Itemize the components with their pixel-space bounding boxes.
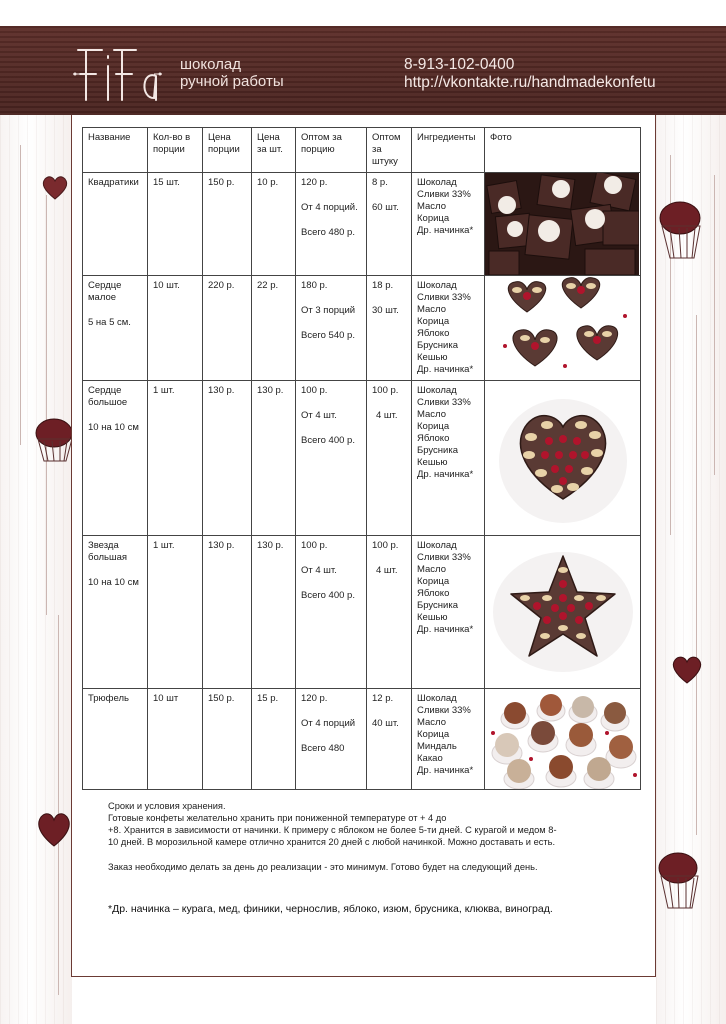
price-cell: 130 р. [203, 536, 252, 689]
qty-cell: 10 шт [148, 689, 203, 790]
sketch-line [46, 195, 47, 615]
ingredients-cell: Шоколад Сливки 33% Масло Корица Яблоко Брусника Кешью Др. начинка* [412, 536, 485, 689]
left-wood-background [0, 115, 72, 1024]
product-size: 10 на 10 см [88, 422, 139, 433]
wholesale-piece-min: 4 шт. [376, 410, 398, 421]
unit-price-cell: 10 р. [252, 173, 296, 276]
product-size: 5 на 5 см. [88, 317, 131, 328]
order-note: Заказ необходимо делать за день до реализации - это минимум. Готово будет на следующий день. [108, 862, 538, 872]
wholesale-piece-price: 18 р. [372, 280, 394, 291]
header-price: Цена порции [203, 128, 252, 173]
product-name: Трюфель [88, 693, 129, 704]
wholesale-piece-price: 100 р. [372, 540, 399, 551]
header-qty: Кол-во в порции [148, 128, 203, 173]
unit-price-cell: 130 р. [252, 536, 296, 689]
wholesale-total: Всего 400 р. [301, 435, 355, 446]
ingredients-cell: Шоколад Сливки 33% Масло Корица Миндаль Какао Др. начинка* [412, 689, 485, 790]
wholesale-total: Всего 540 р. [301, 330, 355, 341]
header-name: Название [83, 128, 148, 173]
product-name-cell [83, 689, 148, 790]
header-unit-price: Цена за шт. [252, 128, 296, 173]
price-table [82, 127, 641, 790]
unit-price-cell: 22 р. [252, 276, 296, 381]
fifa-logo-icon [72, 36, 162, 106]
product-name-cell [83, 276, 148, 381]
wholesale-piece-price: 12 р. [372, 693, 394, 704]
table-header-row [83, 128, 641, 173]
wholesale-piece-cell [367, 276, 412, 381]
notes-line-2: +8. Хранится в зависимости от начинки. К примеру с яблоком не более 5-ти дней. С курагой и медом 8- [108, 825, 557, 835]
product-name-cell [83, 381, 148, 536]
wholesale-piece-min: 40 шт. [372, 718, 399, 729]
wholesale-piece-price: 100 р. [372, 385, 399, 396]
wholesale-price: 100 р. [301, 540, 328, 551]
photo-cell [485, 276, 641, 381]
wholesale-piece-min: 60 шт. [372, 202, 399, 213]
website-link[interactable]: http://vkontakte.ru/handmadekonfetu [404, 74, 656, 91]
sketch-line [58, 615, 59, 995]
wholesale-total: Всего 400 р. [301, 590, 355, 601]
cupcake-sketch-icon [30, 415, 75, 465]
sketch-line [714, 175, 715, 475]
cupcake-sketch-icon [654, 196, 704, 262]
header-ingredients: Ингредиенты [412, 128, 485, 173]
ingredients-cell: Шоколад Сливки 33% Масло Корица Яблоко Брусника Кешью Др. начинка* [412, 381, 485, 536]
wholesale-piece-min: 4 шт. [376, 565, 398, 576]
heart-sketch-icon [669, 652, 705, 686]
qty-cell: 1 шт. [148, 536, 203, 689]
wholesale-total: Всего 480 р. [301, 227, 355, 238]
sketch-line [20, 145, 21, 445]
table-row [83, 173, 641, 276]
photo-cell [485, 536, 641, 689]
qty-cell: 1 шт. [148, 381, 203, 536]
heart-sketch-icon [34, 806, 74, 850]
price-cell: 150 р. [203, 173, 252, 276]
qty-cell: 10 шт. [148, 276, 203, 381]
product-name: Сердце малое [88, 280, 122, 303]
notes-line-1: Готовые конфеты желательно хранить при пониженной температуре от + 4 до [108, 813, 447, 823]
price-cell: 220 р. [203, 276, 252, 381]
wholesale-portion-cell [296, 381, 367, 536]
wholesale-min: От 3 порций [301, 305, 356, 316]
phone-number[interactable]: 8-913-102-0400 [404, 56, 515, 73]
wholesale-piece-price: 8 р. [372, 177, 388, 188]
big-star-photo [485, 536, 639, 688]
price-cell: 130 р. [203, 381, 252, 536]
product-name: Сердце большое [88, 385, 128, 408]
brand-tagline [180, 56, 284, 90]
wholesale-price: 180 р. [301, 280, 328, 291]
wholesale-portion-cell [296, 173, 367, 276]
ingredients-cell: Шоколад Сливки 33% Масло Корица Яблоко Брусника Кешью Др. начинка* [412, 276, 485, 381]
product-size: 10 на 10 см [88, 577, 139, 588]
table-row [83, 536, 641, 689]
wholesale-piece-cell [367, 536, 412, 689]
wholesale-price: 120 р. [301, 177, 328, 188]
tagline-line-1: шоколад [180, 56, 241, 73]
product-name-cell [83, 173, 148, 276]
wholesale-piece-cell [367, 173, 412, 276]
wholesale-price: 120 р. [301, 693, 328, 704]
wholesale-min: От 4 порций [301, 718, 356, 729]
photo-cell [485, 689, 641, 790]
wholesale-price: 100 р. [301, 385, 328, 396]
notes-title: Сроки и условия хранения. [108, 801, 226, 811]
heart-sketch-icon [40, 172, 70, 202]
table-row [83, 276, 641, 381]
truffles-photo [485, 689, 639, 789]
small-hearts-photo [485, 276, 639, 378]
cupcake-sketch-icon [654, 848, 702, 912]
product-name-cell [83, 536, 148, 689]
header-wholesale-piece: Оптом за штуку [367, 128, 412, 173]
wholesale-min: От 4 порций. [301, 202, 358, 213]
wholesale-total: Всего 480 [301, 743, 345, 754]
unit-price-cell: 130 р. [252, 381, 296, 536]
wholesale-portion-cell [296, 276, 367, 381]
qty-cell: 15 шт. [148, 173, 203, 276]
header-photo: Фото [485, 128, 641, 173]
header-banner [0, 26, 726, 115]
ingredients-cell: Шоколад Сливки 33% Масло Корица Др. начинка* [412, 173, 485, 276]
photo-cell [485, 381, 641, 536]
notes-line-3: 10 дней. В морозильной камере отлично хранится 20 дней с любой начинкой. Можно доставать и есть. [108, 837, 556, 847]
table-row [83, 689, 641, 790]
unit-price-cell: 15 р. [252, 689, 296, 790]
wholesale-piece-cell [367, 381, 412, 536]
contacts [404, 56, 656, 92]
price-cell: 150 р. [203, 689, 252, 790]
big-heart-photo [485, 381, 639, 535]
wholesale-piece-cell [367, 689, 412, 790]
product-name: Квадратики [88, 177, 139, 188]
filling-footnote: *Др. начинка – курага, мед, финики, чернослив, яблоко, изюм, брусника, клюква, виноград. [108, 903, 553, 915]
photo-cell [485, 173, 641, 276]
tagline-line-2: ручной работы [180, 73, 284, 90]
wholesale-portion-cell [296, 689, 367, 790]
product-name: Звезда большая [88, 540, 128, 563]
header-wholesale-portion: Оптом за порцию [296, 128, 367, 173]
wholesale-min: От 4 шт. [301, 410, 337, 421]
table-row [83, 381, 641, 536]
storage-notes [108, 800, 598, 873]
wholesale-portion-cell [296, 536, 367, 689]
sketch-line [696, 315, 697, 835]
brand-logo [72, 36, 162, 106]
square-candies-photo [485, 173, 639, 275]
wholesale-min: От 4 шт. [301, 565, 337, 576]
wholesale-piece-min: 30 шт. [372, 305, 399, 316]
